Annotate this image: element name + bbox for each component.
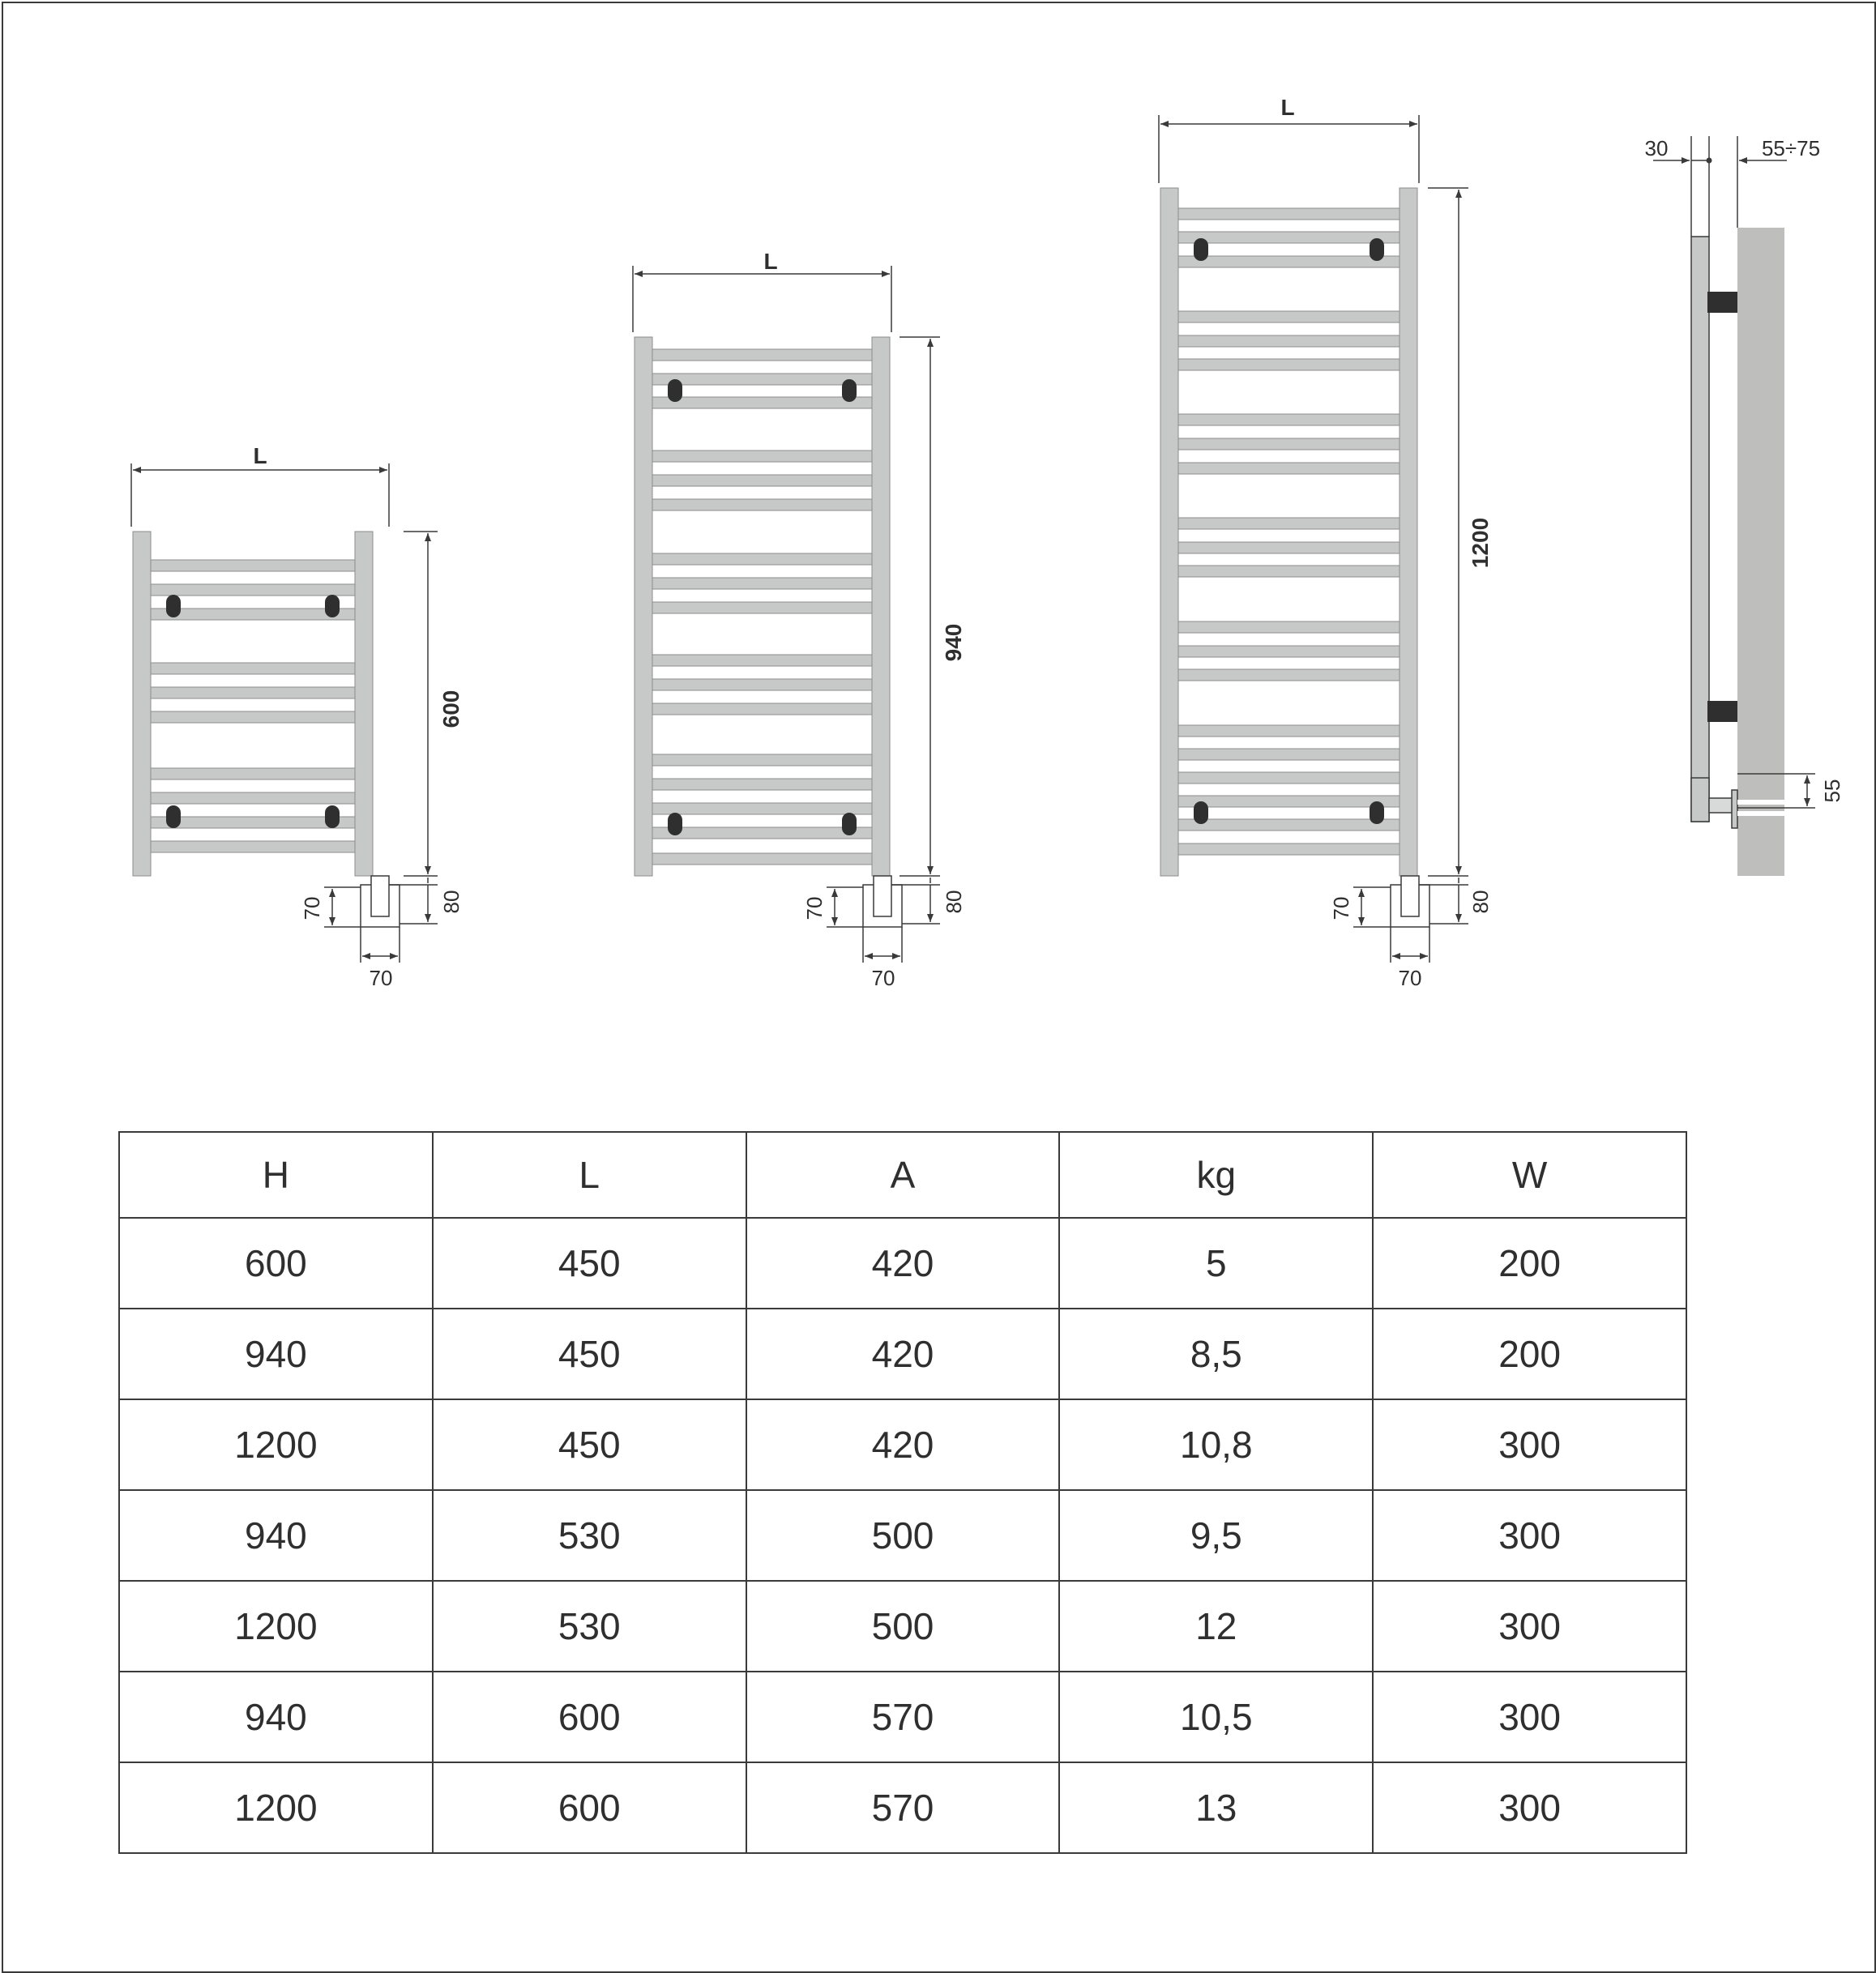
radiator-1200-rails xyxy=(1160,188,1417,876)
rail-bar xyxy=(1178,646,1400,657)
rail-bar xyxy=(1178,256,1400,267)
rail-bar xyxy=(652,827,872,839)
rail-bar xyxy=(1178,414,1400,425)
wall-bracket xyxy=(325,595,340,617)
table-cell: 450 xyxy=(433,1399,746,1490)
rail-bar xyxy=(151,687,355,698)
rail-bar xyxy=(151,841,355,852)
rail-bar xyxy=(1178,749,1400,760)
rail-bar xyxy=(151,792,355,804)
radiator-600-rails xyxy=(133,532,373,876)
rail-left-post xyxy=(635,337,652,876)
radiator-940-offset-label: 80 xyxy=(942,890,966,914)
rail-bar xyxy=(652,349,872,361)
rail-bar xyxy=(1178,335,1400,347)
radiator-1200-height-dimension xyxy=(1428,188,1493,876)
column-header-a: A xyxy=(746,1132,1060,1218)
table-cell: 500 xyxy=(746,1490,1060,1581)
table-row xyxy=(119,1762,1686,1853)
rail-bar xyxy=(1178,819,1400,831)
wall-bracket xyxy=(1370,238,1384,261)
table-cell: 5 xyxy=(1059,1218,1373,1309)
radiator-1200-flange-height-label: 70 xyxy=(1329,896,1353,920)
table-cell: 600 xyxy=(433,1672,746,1762)
side-view-bracket-bottom xyxy=(1707,701,1737,722)
rail-bar xyxy=(1178,566,1400,577)
wall-bracket xyxy=(1194,238,1208,261)
radiator-600-width-dimension xyxy=(131,443,389,527)
rail-right-post xyxy=(1400,188,1417,876)
table-row xyxy=(119,1490,1686,1581)
rail-bar xyxy=(652,374,872,385)
radiator-600-offset-label: 80 xyxy=(439,890,464,914)
radiator-940-width-dimension xyxy=(633,249,891,332)
rail-bar xyxy=(652,754,872,766)
table-cell: 1200 xyxy=(119,1762,433,1853)
side-view-pipe-flange xyxy=(1732,790,1737,828)
table-row xyxy=(119,1218,1686,1309)
radiator-940-width-label: L xyxy=(763,249,778,274)
table-row xyxy=(119,1581,1686,1672)
table-cell: 10,5 xyxy=(1059,1672,1373,1762)
table-cell: 450 xyxy=(433,1309,746,1399)
rail-bar xyxy=(652,499,872,510)
rail-bar xyxy=(1178,311,1400,322)
radiator-1200-offset-label: 80 xyxy=(1468,890,1493,914)
rail-bar xyxy=(652,779,872,790)
rail-bar xyxy=(652,475,872,486)
wall-bracket xyxy=(1194,801,1208,824)
rail-left-post xyxy=(133,532,151,876)
table-cell: 420 xyxy=(746,1309,1060,1399)
table-cell: 300 xyxy=(1373,1762,1686,1853)
radiator-940-flange-width-label: 70 xyxy=(871,966,895,990)
radiator-940 xyxy=(633,249,966,990)
rail-bar xyxy=(1178,725,1400,737)
rail-bar xyxy=(151,817,355,828)
side-view-bracket-top xyxy=(1707,292,1737,313)
radiator-940-height-dimension xyxy=(900,337,966,876)
rail-bar xyxy=(1178,542,1400,553)
radiator-1200-width-label: L xyxy=(1280,95,1295,120)
wall-bracket xyxy=(325,805,340,828)
rail-bar xyxy=(1178,438,1400,450)
wall-bracket xyxy=(668,813,682,835)
wall-bracket xyxy=(842,379,857,402)
side-view-wall xyxy=(1737,228,1784,876)
wall-bracket xyxy=(166,595,181,617)
table-row xyxy=(119,1399,1686,1490)
table-cell: 12 xyxy=(1059,1581,1373,1672)
side-view xyxy=(1645,136,1844,876)
table-cell: 200 xyxy=(1373,1218,1686,1309)
column-header-w: W xyxy=(1373,1132,1686,1218)
table-cell: 13 xyxy=(1059,1762,1373,1853)
table-cell: 9,5 xyxy=(1059,1490,1373,1581)
rail-bar xyxy=(652,602,872,613)
side-view-profile xyxy=(1691,237,1709,822)
rail-bar xyxy=(151,663,355,674)
radiator-600-width-label: L xyxy=(253,443,267,468)
radiator-600-flange-height-label: 70 xyxy=(300,896,324,920)
radiator-940-valve-dimensions xyxy=(802,876,966,990)
rail-bar xyxy=(1178,208,1400,220)
rail-bar xyxy=(652,451,872,462)
rail-bar xyxy=(652,679,872,690)
table-cell: 450 xyxy=(433,1218,746,1309)
wall-bracket xyxy=(668,379,682,402)
rail-bar xyxy=(652,853,872,865)
wall-bracket xyxy=(842,813,857,835)
column-header-h: H xyxy=(119,1132,433,1218)
rail-bar xyxy=(151,768,355,779)
table-cell: 200 xyxy=(1373,1309,1686,1399)
table-cell: 10,8 xyxy=(1059,1399,1373,1490)
rail-bar xyxy=(652,578,872,589)
radiator-1200-height-label: 1200 xyxy=(1468,517,1493,569)
table-cell: 300 xyxy=(1373,1399,1686,1490)
table-row xyxy=(119,1309,1686,1399)
table-cell: 940 xyxy=(119,1672,433,1762)
radiator-940-rails xyxy=(635,337,890,876)
radiator-1200 xyxy=(1159,95,1493,990)
radiator-1200-width-dimension xyxy=(1159,95,1419,183)
rail-bar xyxy=(151,584,355,596)
table-cell: 600 xyxy=(433,1762,746,1853)
table-cell: 940 xyxy=(119,1490,433,1581)
rail-right-post xyxy=(355,532,373,876)
table-row xyxy=(119,1672,1686,1762)
table-cell: 300 xyxy=(1373,1581,1686,1672)
table-cell: 300 xyxy=(1373,1490,1686,1581)
rail-bar xyxy=(652,397,872,408)
rail-bar xyxy=(652,655,872,666)
table-cell: 570 xyxy=(746,1762,1060,1853)
table-cell: 300 xyxy=(1373,1672,1686,1762)
rail-bar xyxy=(652,803,872,814)
table-cell: 8,5 xyxy=(1059,1309,1373,1399)
rail-bar xyxy=(652,703,872,715)
rail-bar xyxy=(1178,621,1400,633)
table-cell: 1200 xyxy=(119,1399,433,1490)
radiator-1200-flange-width-label: 70 xyxy=(1398,966,1422,990)
radiator-1200-valve-dimensions xyxy=(1329,876,1493,990)
side-view-wall-gap-label: 55÷75 xyxy=(1761,136,1821,160)
table-cell: 1200 xyxy=(119,1581,433,1672)
table-cell: 940 xyxy=(119,1309,433,1399)
side-view-pipe-label: 55 xyxy=(1820,779,1844,803)
radiator-600 xyxy=(131,443,464,990)
table-cell: 420 xyxy=(746,1399,1060,1490)
rail-right-post xyxy=(872,337,890,876)
side-view-pipe xyxy=(1709,798,1735,813)
radiator-600-flange-width-label: 70 xyxy=(369,966,393,990)
wall-bracket xyxy=(166,805,181,828)
table-cell: 570 xyxy=(746,1672,1060,1762)
rail-bar xyxy=(1178,518,1400,529)
radiator-600-valve-dimensions xyxy=(300,876,464,990)
rail-bar xyxy=(652,553,872,565)
table-cell: 420 xyxy=(746,1218,1060,1309)
column-header-kg: kg xyxy=(1059,1132,1373,1218)
rail-bar xyxy=(1178,669,1400,681)
wall-bracket xyxy=(1370,801,1384,824)
rail-bar xyxy=(151,560,355,571)
rail-bar xyxy=(1178,359,1400,370)
table-cell: 500 xyxy=(746,1581,1060,1672)
rail-bar xyxy=(1178,843,1400,855)
radiator-600-height-label: 600 xyxy=(438,690,464,728)
side-view-depth-label: 30 xyxy=(1644,136,1669,160)
table-cell: 530 xyxy=(433,1490,746,1581)
radiator-940-height-label: 940 xyxy=(941,623,966,662)
rail-bar xyxy=(1178,232,1400,243)
column-header-l: L xyxy=(433,1132,746,1218)
rail-bar xyxy=(151,711,355,723)
table-header-row xyxy=(119,1132,1686,1218)
rail-bar xyxy=(1178,463,1400,474)
table-cell: 530 xyxy=(433,1581,746,1672)
rail-bar xyxy=(151,609,355,620)
rail-bar xyxy=(1178,796,1400,807)
radiator-600-height-dimension xyxy=(404,532,464,876)
spec-table xyxy=(118,1131,1687,1854)
radiator-940-flange-height-label: 70 xyxy=(802,896,827,920)
table-cell: 600 xyxy=(119,1218,433,1309)
rail-left-post xyxy=(1160,188,1178,876)
rail-bar xyxy=(1178,772,1400,784)
side-view-valve-body xyxy=(1691,778,1709,822)
